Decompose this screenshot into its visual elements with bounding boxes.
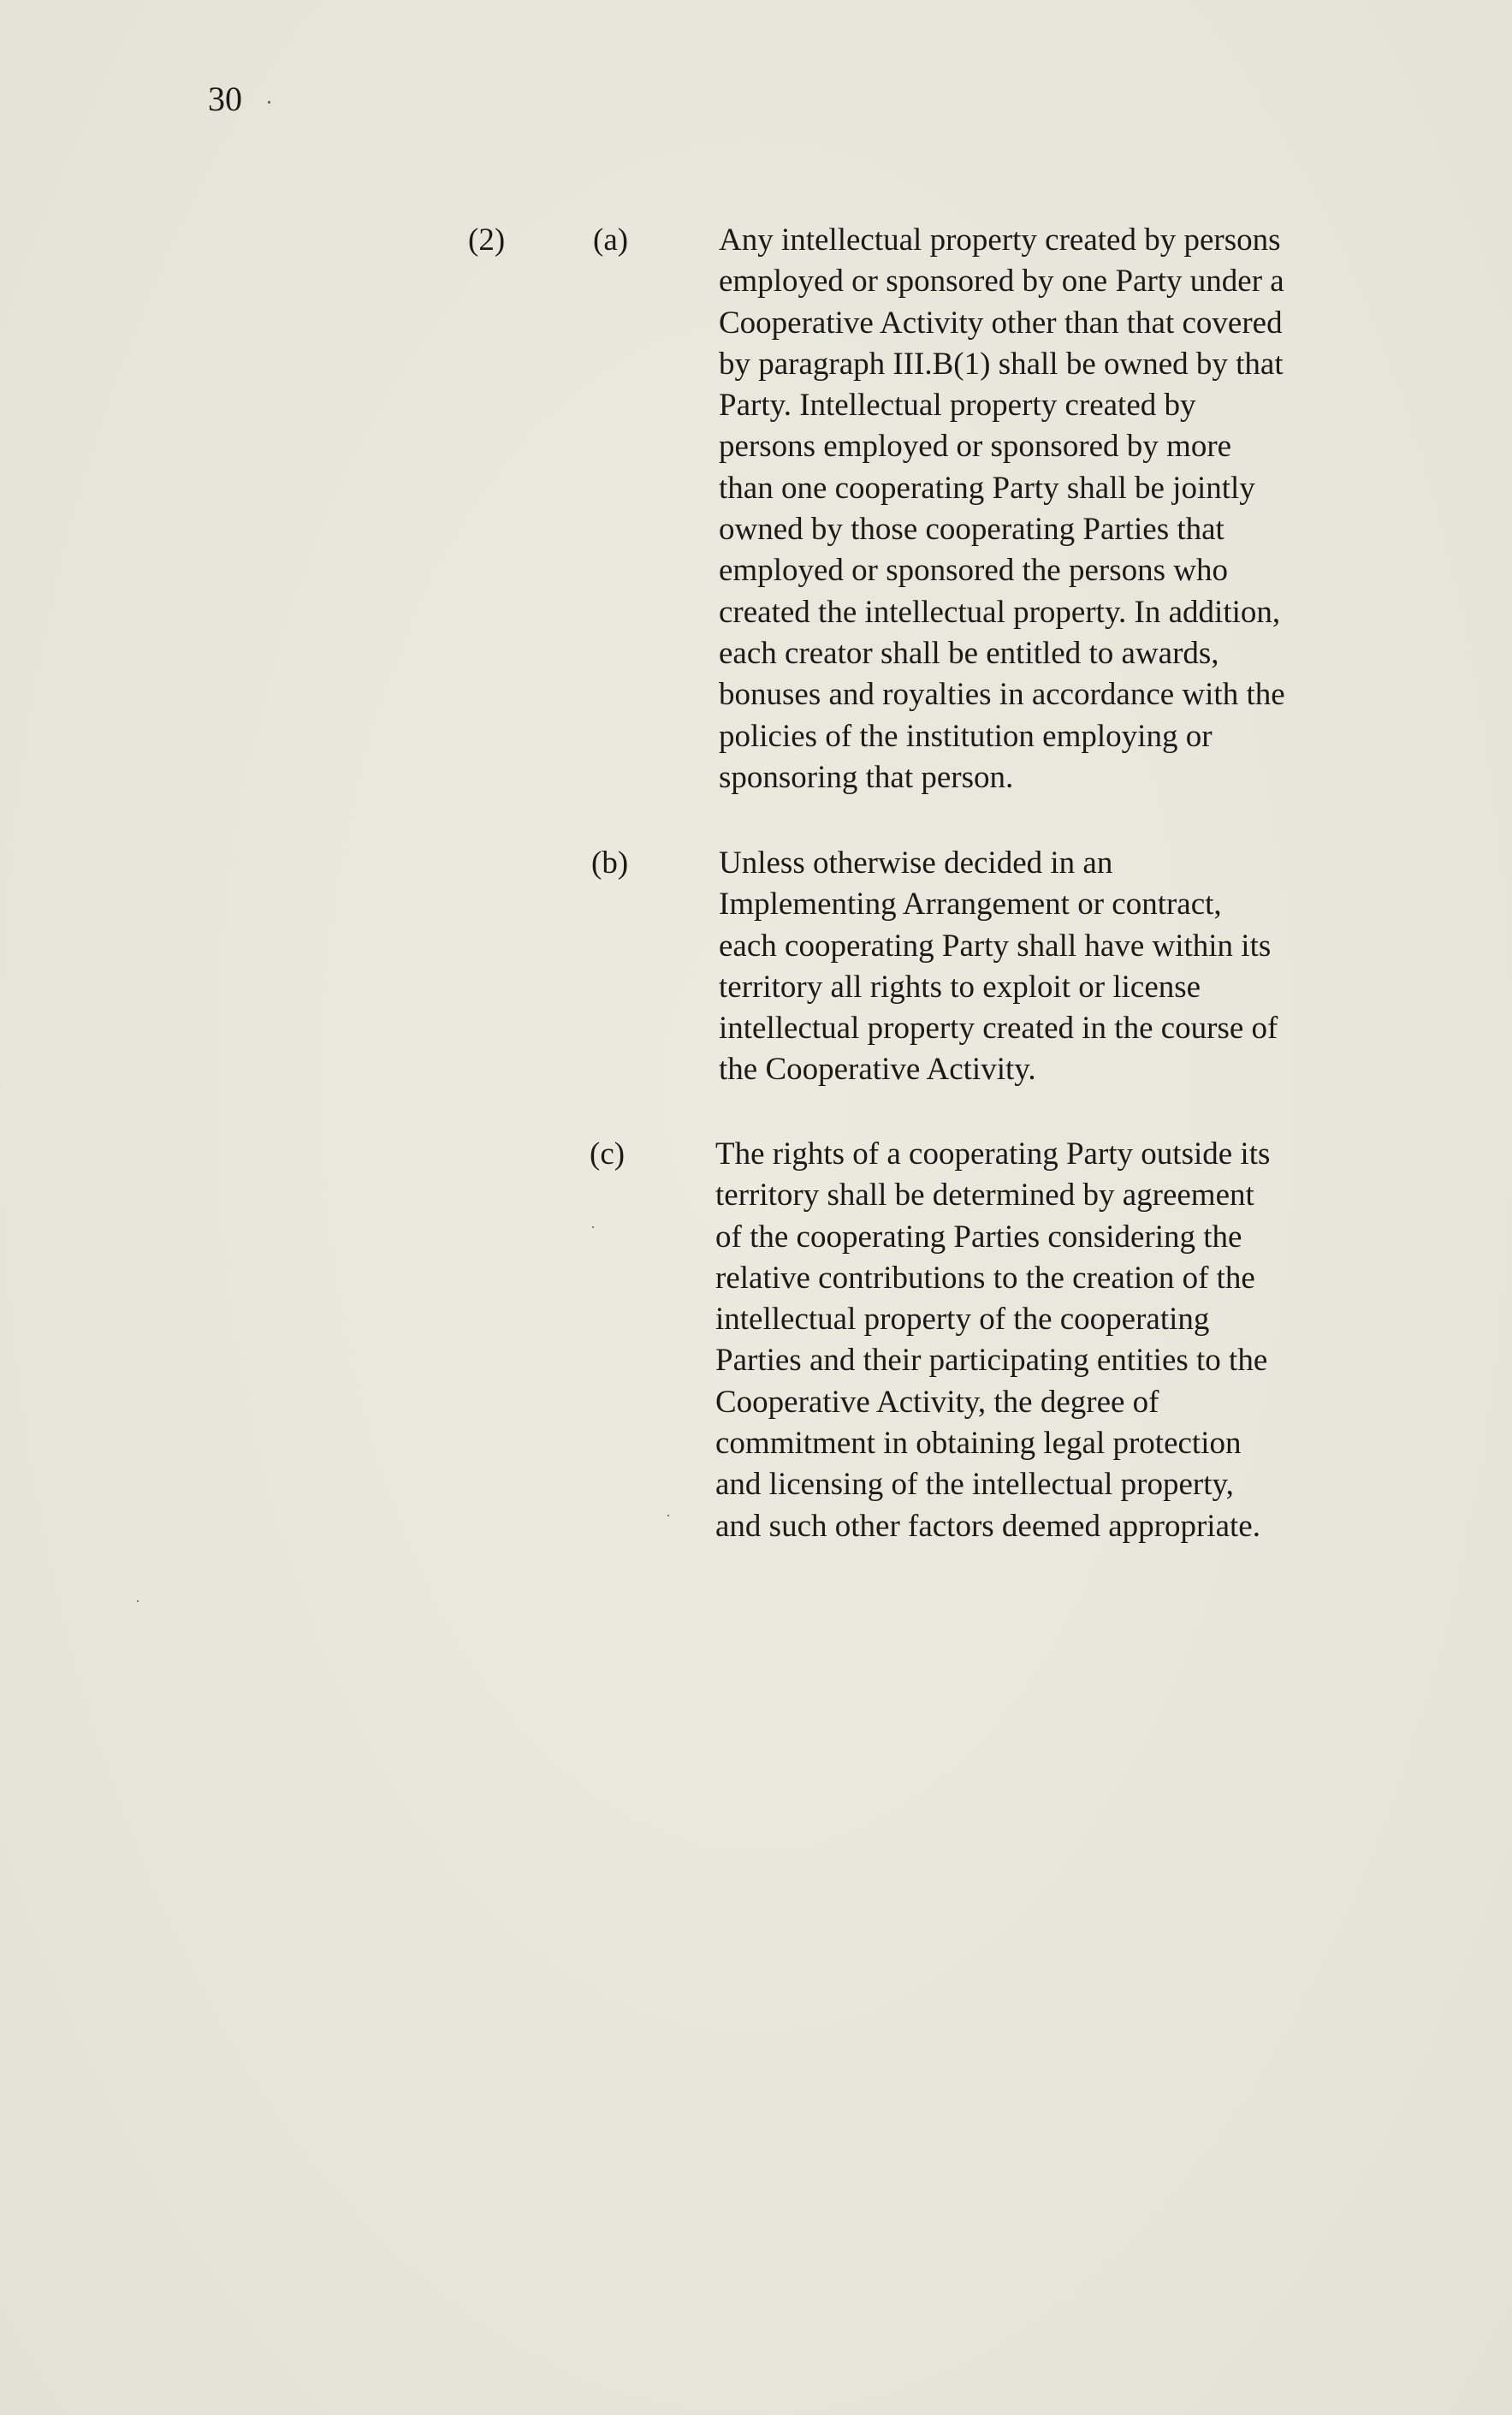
item-a-line: owned by those cooperating Parties that xyxy=(719,512,1224,548)
item-c-line: Parties and their participating entities to the xyxy=(715,1343,1268,1379)
item-c-line: commitment in obtaining legal protection xyxy=(715,1426,1242,1462)
item-a-line: employed or sponsored the persons who xyxy=(719,553,1228,589)
item-a-line: created the intellectual property. In addition, xyxy=(719,594,1281,630)
item-c-line: and licensing of the intellectual property, xyxy=(715,1467,1234,1503)
item-a-line: each creator shall be entitled to awards, xyxy=(719,635,1219,671)
scan-speck xyxy=(667,1515,669,1516)
item-a-line: than one cooperating Party shall be jointly xyxy=(719,470,1255,506)
item-b-paragraph xyxy=(719,843,1386,1091)
scan-speck xyxy=(137,1600,139,1602)
item-c-line: of the cooperating Parties considering the xyxy=(715,1219,1242,1255)
item-c-paragraph xyxy=(715,1134,1383,1547)
item-c-line: The rights of a cooperating Party outside its xyxy=(715,1136,1271,1172)
item-a-marker: (a) xyxy=(593,223,629,258)
page-number: 30 xyxy=(208,80,242,118)
item-a-line: employed or sponsored by one Party under a xyxy=(719,264,1284,300)
item-b-line: territory all rights to exploit or license xyxy=(719,969,1201,1005)
item-a-line: bonuses and royalties in accordance with the xyxy=(719,677,1285,713)
section-label: (2) xyxy=(468,223,506,258)
item-b-line: intellectual property created in the course of xyxy=(719,1011,1278,1047)
item-c-line: and such other factors deemed appropriate. xyxy=(715,1508,1260,1544)
item-b-line: Unless otherwise decided in an xyxy=(719,846,1113,881)
item-a-line: policies of the institution employing or xyxy=(719,718,1213,754)
item-b-marker: (b) xyxy=(591,846,629,881)
item-b-line: Implementing Arrangement or contract, xyxy=(719,887,1222,923)
item-a-paragraph xyxy=(719,220,1386,798)
item-c-line: territory shall be determined by agreement xyxy=(715,1178,1254,1213)
item-a-line: by paragraph III.B(1) shall be owned by that xyxy=(719,346,1284,382)
item-c-line: Cooperative Activity, the degree of xyxy=(715,1384,1159,1420)
item-a-line: persons employed or sponsored by more xyxy=(719,429,1232,465)
item-a-line: Party. Intellectual property created by xyxy=(719,388,1196,424)
item-a-line: Any intellectual property created by persons xyxy=(719,223,1281,258)
scan-speck xyxy=(268,101,270,104)
item-c-marker: (c) xyxy=(590,1136,626,1172)
item-a-line: sponsoring that person. xyxy=(719,759,1014,795)
item-c-line: intellectual property of the cooperating xyxy=(715,1302,1210,1338)
scan-speck xyxy=(592,1226,594,1228)
item-b-line: each cooperating Party shall have within its xyxy=(719,928,1272,964)
item-b-line: the Cooperative Activity. xyxy=(719,1052,1036,1088)
item-c-line: relative contributions to the creation of the xyxy=(715,1260,1255,1296)
item-a-line: Cooperative Activity other than that covered xyxy=(719,305,1283,341)
